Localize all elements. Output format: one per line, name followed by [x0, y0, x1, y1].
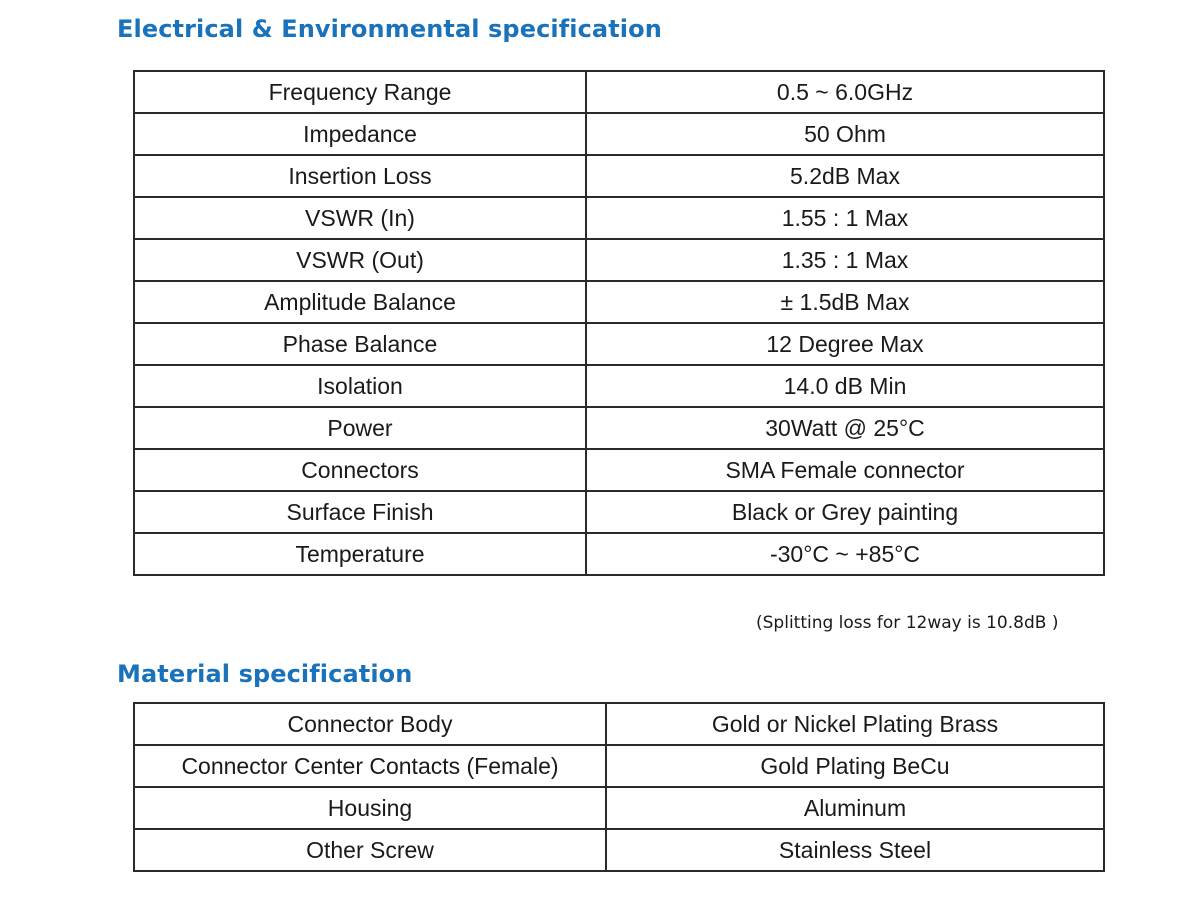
value-cell: 14.0 dB Min	[586, 365, 1104, 407]
value-cell: Aluminum	[606, 787, 1104, 829]
value-cell: 1.35 : 1 Max	[586, 239, 1104, 281]
value-cell: ± 1.5dB Max	[586, 281, 1104, 323]
electrical-spec-table	[133, 70, 1105, 576]
table-row	[134, 365, 1104, 407]
table-row	[134, 449, 1104, 491]
parameter-cell: Amplitude Balance	[134, 281, 586, 323]
table-row	[134, 829, 1104, 871]
value-cell: 1.55 : 1 Max	[586, 197, 1104, 239]
value-cell: 50 Ohm	[586, 113, 1104, 155]
parameter-cell: Housing	[134, 787, 606, 829]
value-cell: SMA Female connector	[586, 449, 1104, 491]
splitting-loss-note: (Splitting loss for 12way is 10.8dB )	[756, 613, 1059, 633]
parameter-cell: Insertion Loss	[134, 155, 586, 197]
value-cell: Black or Grey painting	[586, 491, 1104, 533]
table-row	[134, 113, 1104, 155]
parameter-cell: VSWR (Out)	[134, 239, 586, 281]
parameter-cell: Connector Center Contacts (Female)	[134, 745, 606, 787]
value-cell: 0.5 ~ 6.0GHz	[586, 71, 1104, 113]
value-cell: 30Watt @ 25°C	[586, 407, 1104, 449]
table-row	[134, 71, 1104, 113]
parameter-cell: Temperature	[134, 533, 586, 575]
material-spec-table	[133, 702, 1105, 872]
value-cell: Gold or Nickel Plating Brass	[606, 703, 1104, 745]
parameter-cell: Power	[134, 407, 586, 449]
value-cell: 12 Degree Max	[586, 323, 1104, 365]
table-row	[134, 281, 1104, 323]
value-cell: 5.2dB Max	[586, 155, 1104, 197]
parameter-cell: Other Screw	[134, 829, 606, 871]
table-row	[134, 491, 1104, 533]
parameter-cell: Phase Balance	[134, 323, 586, 365]
table-row	[134, 407, 1104, 449]
parameter-cell: Impedance	[134, 113, 586, 155]
parameter-cell: Surface Finish	[134, 491, 586, 533]
value-cell: Gold Plating BeCu	[606, 745, 1104, 787]
material-section-title: Material specification	[117, 660, 413, 688]
parameter-cell: VSWR (In)	[134, 197, 586, 239]
table-row	[134, 745, 1104, 787]
parameter-cell: Connectors	[134, 449, 586, 491]
table-row	[134, 239, 1104, 281]
table-row	[134, 703, 1104, 745]
table-row	[134, 787, 1104, 829]
table-row	[134, 533, 1104, 575]
table-row	[134, 155, 1104, 197]
electrical-section-title: Electrical & Environmental specification	[117, 15, 662, 43]
value-cell: Stainless Steel	[606, 829, 1104, 871]
table-row	[134, 197, 1104, 239]
value-cell: -30°C ~ +85°C	[586, 533, 1104, 575]
parameter-cell: Connector Body	[134, 703, 606, 745]
parameter-cell: Frequency Range	[134, 71, 586, 113]
parameter-cell: Isolation	[134, 365, 586, 407]
table-row	[134, 323, 1104, 365]
